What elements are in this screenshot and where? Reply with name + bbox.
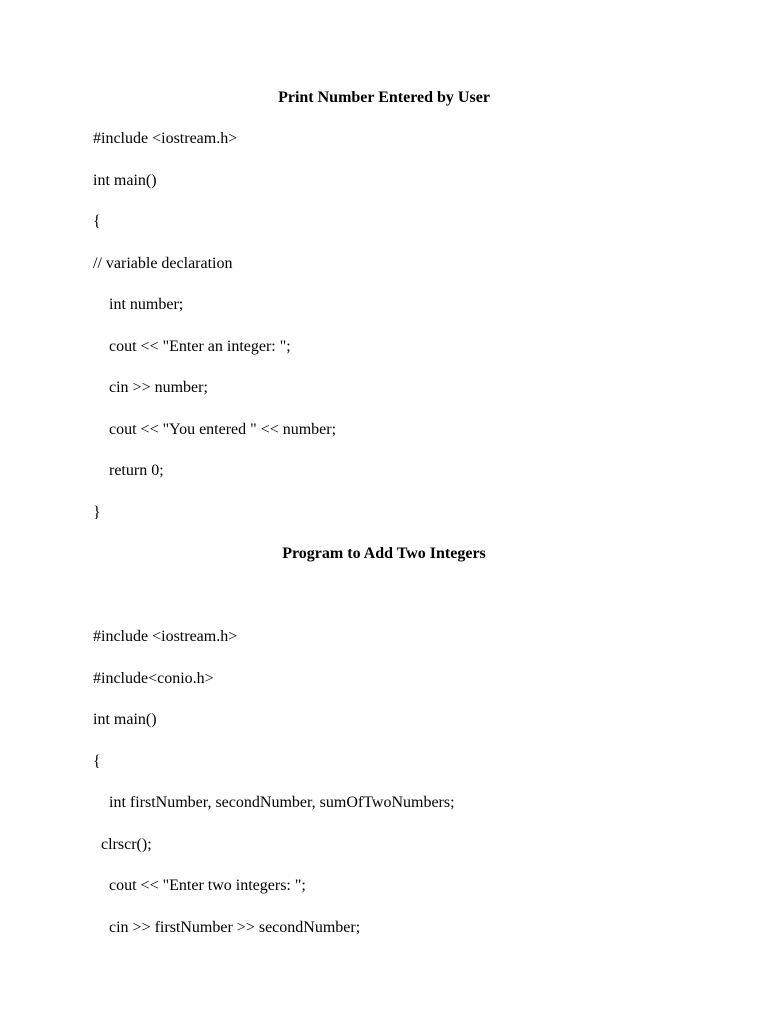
section-title-print-number: Print Number Entered by User	[278, 89, 490, 106]
code-comment-line: // variable declaration	[93, 255, 233, 272]
code-line: #include<conio.h>	[93, 670, 214, 687]
code-line: int main()	[93, 711, 157, 728]
code-line: cout << "Enter an integer: ";	[93, 338, 291, 355]
code-line: int main()	[93, 172, 157, 189]
code-line: clrscr();	[93, 836, 152, 853]
code-line: #include <iostream.h>	[93, 628, 238, 645]
code-line: cin >> firstNumber >> secondNumber;	[93, 919, 361, 936]
code-line: {	[93, 753, 101, 770]
code-line: }	[93, 504, 101, 521]
code-line: #include <iostream.h>	[93, 130, 238, 147]
code-line: {	[93, 213, 101, 230]
code-line: return 0;	[93, 462, 164, 479]
code-line: int firstNumber, secondNumber, sumOfTwoNumbers;	[93, 794, 455, 811]
section-title-add-integers: Program to Add Two Integers	[282, 545, 486, 562]
code-line: cout << "You entered " << number;	[93, 421, 337, 438]
code-line: int number;	[93, 296, 184, 313]
code-line: cin >> number;	[93, 379, 208, 396]
code-line: cout << "Enter two integers: ";	[93, 877, 306, 894]
